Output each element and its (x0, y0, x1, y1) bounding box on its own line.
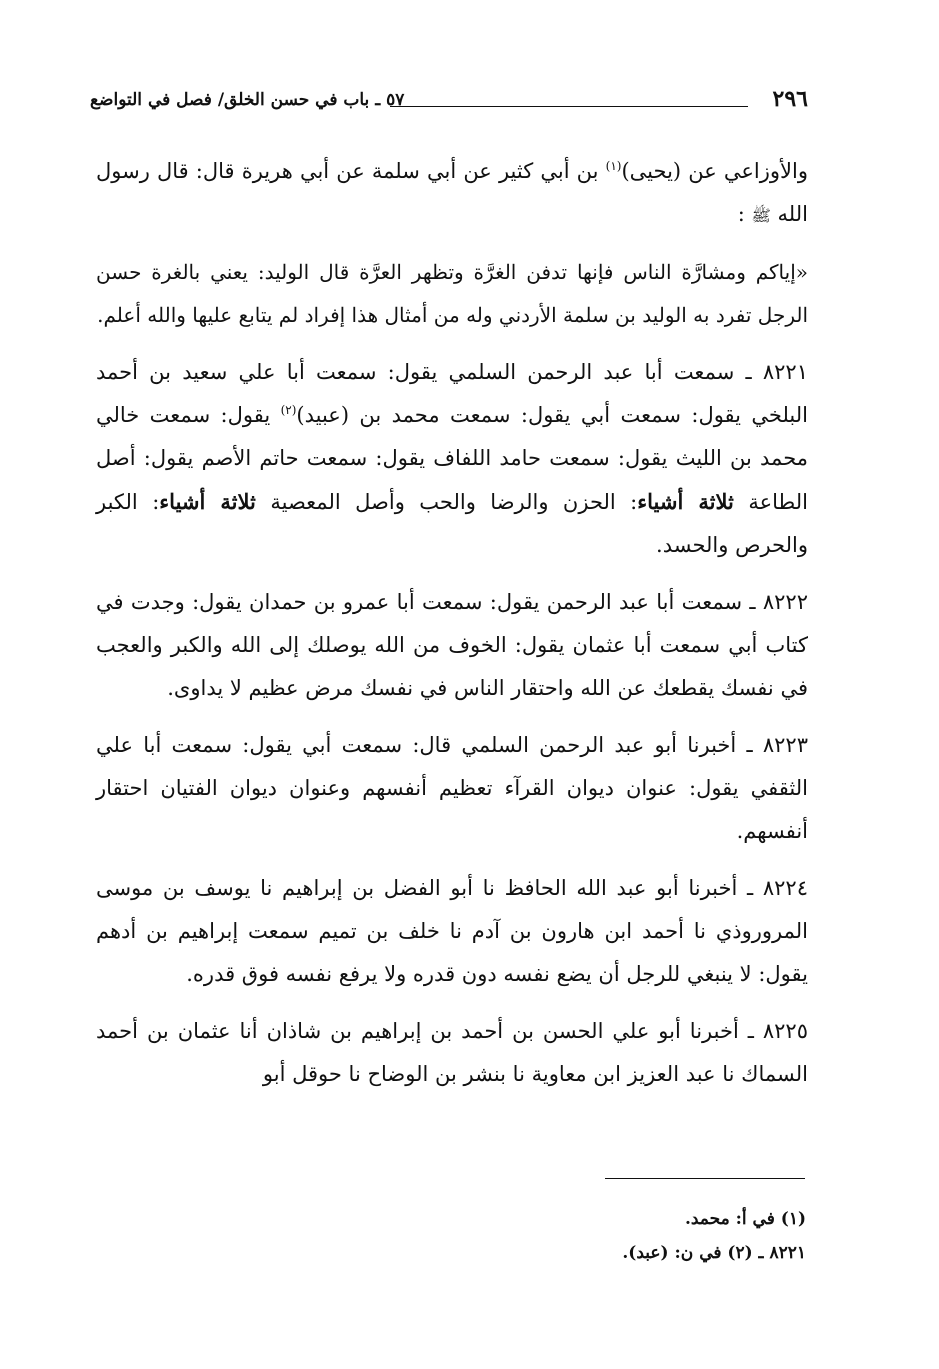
entry-8221-part3: : الحزن والرضا والحب وأصل المعصية (255, 490, 638, 514)
footnote-2: ٨٢٢١ ـ (٢) في ن: (عبد). (622, 1243, 806, 1263)
page-number: ٢٩٦ (772, 86, 808, 112)
entry-8221-bold2: ثلاثة أشياء (159, 489, 256, 514)
entry-8225: ٨٢٢٥ ـ أخبرنا أبو علي الحسن بن أحمد بن إبراهيم بن شاذان أنا عثمان بن أحمد السماك نا عبد العزيز ابن معاوية نا بنشر بن الوضاح نا حوقل أبو (96, 1019, 808, 1086)
entry-8221-part4: : الكبر والحرص والحسد. (96, 490, 808, 557)
body-text (96, 150, 808, 1110)
page-header (90, 86, 808, 120)
entry-8221-part1: ٨٢٢١ ـ سمعت أبا عبد الرحمن السلمي يقول: سمعت أبا علي سعيد بن أحمد البلخي يقول: سمعت أبي يقول: سمعت محمد بن (عبيد) (96, 360, 808, 427)
running-title: ٥٧ ـ باب في حسن الخلق/ فصل في التواضع (90, 90, 405, 110)
footnote-1: (١) في أ: محمد. (684, 1209, 806, 1229)
intro-paragraph (96, 150, 808, 237)
intro-text: والأوزاعي عن (يحيى) (621, 159, 808, 183)
entry-8222: ٨٢٢٢ ـ سمعت أبا عبد الرحمن يقول: سمعت أبا عمرو بن حمدان يقول: وجدت في كتاب أبي سمعت أبا عثمان يقول: الخوف من الله يوصلك إلى الله والكبر والعجب في نفسك يقطعك عن الله واحتقار الناس في نفسك مرض عظيم لا يداوى. (96, 590, 808, 700)
entry-8221 (96, 351, 808, 567)
intro-text-end: : (737, 202, 752, 226)
hadith-quote: «إياكم ومشارَّة الناس فإنها تدفن الغرَّة وتظهر العرَّة قال الوليد: يعني بالغرة حسن الرجل تفرد به الوليد بن سلمة الأردني وله من أمثال هذا إفراد لم يتابع عليها والله أعلم. (96, 260, 808, 327)
entry-8223: ٨٢٢٣ ـ أخبرنا أبو عبد الرحمن السلمي قال: سمعت أبي يقول: سمعت أبا علي الثقفي يقول: عنوان ديوان القرآء تعظيم أنفسهم وعنوان ديوان الفتيان احتقار أنفسهم. (96, 733, 808, 843)
footnotes (400, 1202, 806, 1270)
honorific-glyph: ﷺ (751, 206, 771, 225)
entry-8224: ٨٢٢٤ ـ أخبرنا أبو عبد الله الحافظ نا أبو الفضل بن إبراهيم نا يوسف بن موسى المروروذي نا أحمد ابن هارون بن آدم نا خلف بن تميم سمعت إبراهيم بن أدهم يقول: لا ينبغي للرجل أن يضع نفسه دون قدره ولا يرفع نفسه فوق قدره. (96, 876, 808, 986)
footnote-ref-1: (١) (605, 159, 622, 173)
entry-8221-bold1: ثلاثة أشياء (637, 489, 734, 514)
footnote-ref-2: (٢) (280, 403, 297, 417)
intro-text-cont: بن أبي كثير عن أبي سلمة عن أبي هريرة قال: قال رسول الله (96, 159, 808, 226)
footnote-separator (605, 1178, 805, 1179)
entry-8221-part2: يقول: سمعت خالي محمد بن الليث يقول: سمعت حامد اللفاف يقول: سمعت حاتم الأصم يقول: أصل الطاعة (96, 403, 808, 514)
header-rule (390, 106, 748, 107)
